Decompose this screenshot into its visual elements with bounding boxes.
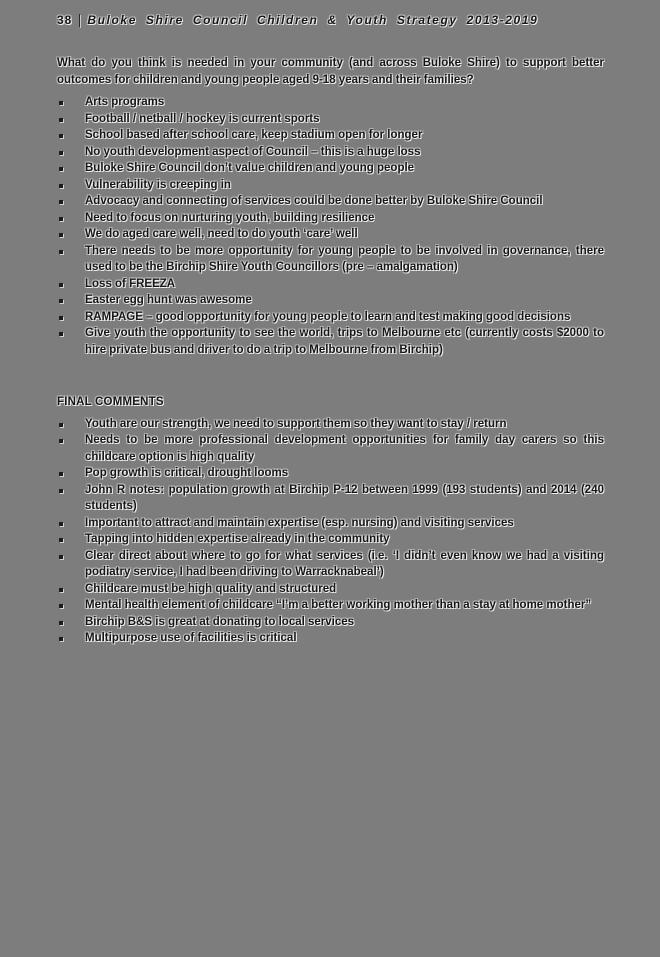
bullet-item [57,144,604,161]
bullet-text: Football / netball / hockey is current sports [85,112,320,125]
bullet-item [57,160,604,177]
bullet-text: Need to focus on nurturing youth, building resilience [85,211,375,224]
bullet-text: Advocacy and connecting of services could be done better by Buloke Shire Council [85,195,543,207]
bullet-square-icon [59,588,63,592]
bullet-text: Multipurpose use of facilities is critical [85,632,297,644]
bullet-square-icon [59,604,63,608]
bullet-item [57,597,604,614]
bullet-item [57,193,604,210]
bullet-square-icon [59,151,63,155]
bullet-item [57,614,604,631]
bullet-square-icon [59,101,63,105]
bullet-text: Give youth the opportunity to see the world, trips to Melbourne etc (currently costs $2000 to hire private bus and driver to do a trip to Melbourne from Birchip) [85,327,604,356]
bullet-text: Childcare must be high quality and structured [85,582,337,595]
bullet-item [57,243,604,276]
bullet-square-icon [59,184,63,188]
bullet-text: Pop growth is critical, drought looms [85,467,289,479]
header-divider [79,14,80,27]
bullet-square-icon [59,637,63,641]
bullet-item [57,531,604,548]
bullet-square-icon [59,200,63,204]
bullet-square-icon [59,332,63,336]
page-number: 38 [57,13,73,27]
bullet-square-icon [59,621,63,625]
page-header [57,13,604,28]
bullet-text: Arts programs [85,96,165,108]
bullet-item [57,581,604,598]
bullet-text: RAMPAGE – good opportunity for young people to learn and test making good decisions [85,310,571,323]
bullet-text: Clear direct about where to go for what services (i.e. ‘I didn’t even know we had a visiting podiatry service, I had been driving to Warracknabeal’) [85,549,604,578]
question-heading: What do you think is needed in your community (and across Buloke Shire) to support better outcomes for children and young people aged 9-18 years and their families? [57,57,604,86]
bullet-item [57,548,604,581]
bullet-square-icon [59,134,63,138]
bullet-item [57,177,604,194]
bullet-square-icon [59,439,63,443]
bullet-item [57,325,604,358]
bullet-text: Easter egg hunt was awesome [85,294,252,306]
header-title: Buloke Shire Council Children & Youth Strategy 2013-2019 [87,13,539,27]
bullet-item [57,482,604,515]
bullet-square-icon [59,489,63,493]
bullet-text: No youth development aspect of Council – this is a huge loss [85,145,421,158]
bullet-square-icon [59,217,63,221]
bullet-text: Mental health element of childcare “I’m a better working mother than a stay at home mother” [85,599,592,611]
bullet-item [57,416,604,433]
bullet-item [57,127,604,144]
bullet-text: Vulnerability is creeping in [85,178,231,191]
bullet-item [57,515,604,532]
bullet-square-icon [59,299,63,303]
bullet-square-icon [59,283,63,287]
bullet-square-icon [59,316,63,320]
bullet-text: Important to attract and maintain expertise (esp. nursing) and visiting services [85,516,514,529]
bullet-text: School based after school care, keep stadium open for longer [85,129,423,141]
bullet-text: Tapping into hidden expertise already in the community [85,533,390,545]
bullet-square-icon [59,538,63,542]
bullet-item [57,432,604,465]
bullet-text: We do aged care well, need to do youth ‘care’ well [85,228,358,240]
bullet-text: Loss of FREEZA [85,277,176,290]
bullet-item [57,226,604,243]
bullet-square-icon [59,167,63,171]
bullet-square-icon [59,522,63,526]
bullet-square-icon [59,472,63,476]
bullet-item [57,94,604,111]
bullet-text: Needs to be more professional development opportunities for family day carers so this childcare option is high quality [85,434,604,463]
bullet-text: John R notes: population growth at Birchip P-12 between 1999 (193 students) and 2014 (240 students) [85,483,604,512]
bullet-square-icon [59,118,63,122]
bullet-item [57,309,604,326]
bullet-item [57,276,604,293]
bullet-text: There needs to be more opportunity for young people to be involved in governance, there used to be the Birchip Shire Youth Councillors (pre – amalgamation) [85,244,604,273]
bullet-text: Birchip B&S is great at donating to local services [85,615,355,628]
bullet-item [57,210,604,227]
bullet-item [57,292,604,309]
bullet-item [57,111,604,128]
bullet-item [57,630,604,647]
final-comments-bullet-list [57,416,604,647]
bullet-text: Youth are our strength, we need to support them so they want to stay / return [85,417,507,430]
bullet-item [57,465,604,482]
bullet-square-icon [59,423,63,427]
bullet-square-icon [59,555,63,559]
bullet-square-icon [59,233,63,237]
bullet-text: Buloke Shire Council don’t value children and young people [85,162,415,174]
question-bullet-list [57,94,604,358]
final-comments-heading: FINAL COMMENTS [57,396,164,408]
bullet-square-icon [59,250,63,254]
